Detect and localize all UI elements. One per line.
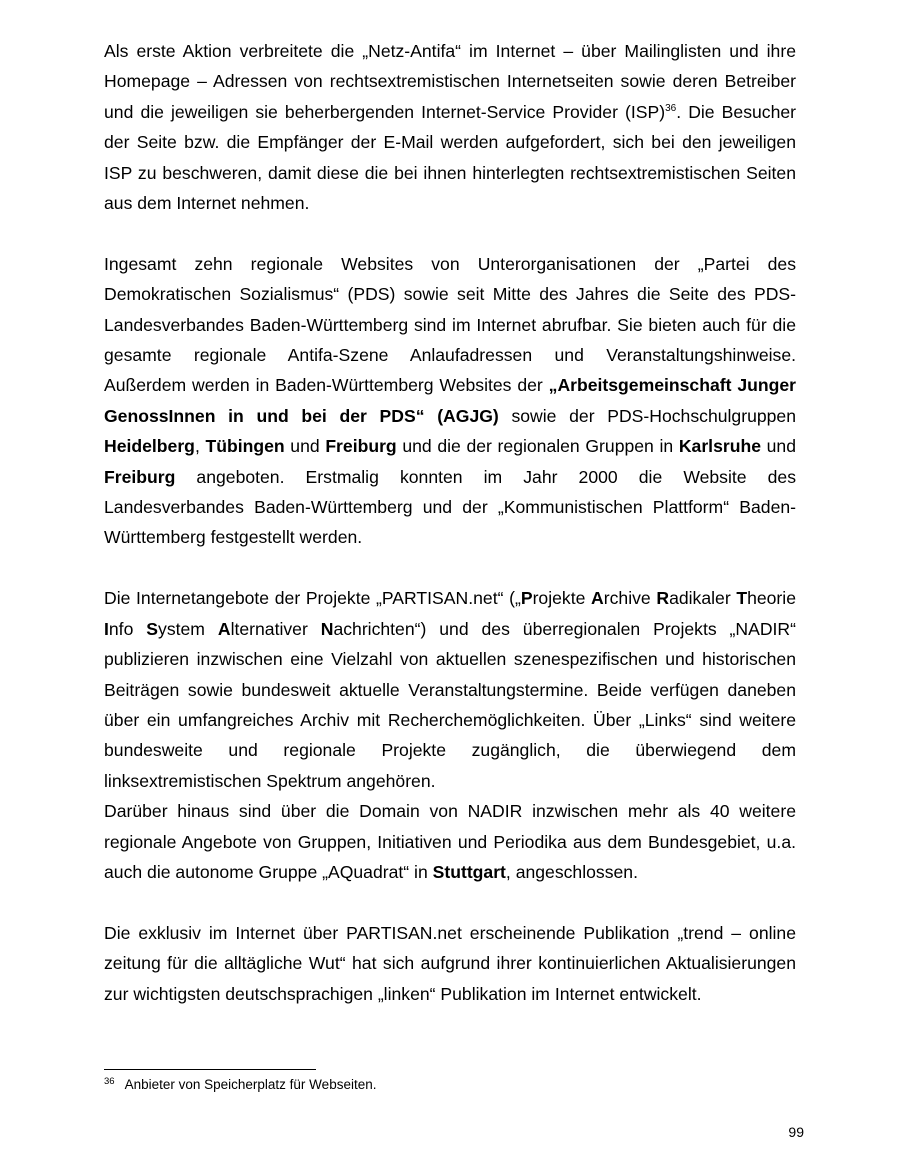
text-line <box>104 462 796 492</box>
text-run: und die der regionalen Gruppen in <box>396 436 679 457</box>
footnote <box>104 1076 796 1094</box>
text-line: ISP zu beschweren, damit diese die bei ihnen hinterlegten rechtsextremistischen Seiten <box>104 162 796 183</box>
footnote-text: Anbieter von Speicherplatz für Webseiten. <box>124 1077 377 1092</box>
text-line: zur wichtigsten deutschsprachigen „linken“ Publikation im Internet entwickelt. <box>104 983 702 1004</box>
footnote-number: 36 <box>104 1075 115 1087</box>
text-line <box>104 583 796 613</box>
text-line <box>104 401 796 431</box>
bold-term: Freiburg <box>325 436 397 457</box>
text-run: lternativer <box>230 618 321 639</box>
text-run: Die Internetangebote der Projekte „PARTISAN.net“ („ <box>104 588 521 609</box>
page-number: 99 <box>788 1124 804 1140</box>
text-line: publizieren inzwischen eine Vielzahl von aktuellen szenespezifischen und historischen <box>104 649 796 670</box>
text-line: Landesverbandes Baden-Württemberg und der „Kommunistischen Plattform“ Baden- <box>104 497 796 518</box>
bold-initial: I <box>104 618 109 639</box>
text-run: und die jeweiligen sie beherbergenden Internet-Service Provider (ISP) <box>104 101 666 122</box>
text-run: . Die Besucher <box>676 101 797 122</box>
text-run: und <box>760 436 796 457</box>
bold-initial: A <box>217 618 231 639</box>
bold-term: „Arbeitsgemeinschaft Junger <box>548 375 796 396</box>
text-line: linksextremistischen Spektrum angehören. <box>104 770 436 791</box>
bold-initial: A <box>591 588 604 609</box>
text-line: über ein umfangreiches Archiv mit Recherchemöglichkeiten. Über „Links“ sind weitere <box>104 709 796 730</box>
text-line: gesamte regionale Antifa-Szene Anlaufadressen und Veranstaltungshinweise. <box>104 345 796 366</box>
text-line: der Seite bzw. die Empfänger der E-Mail werden aufgefordert, sich bei den jeweiligen <box>104 132 796 153</box>
bold-initial: T <box>736 588 748 609</box>
paragraph-pds-websites <box>104 249 796 553</box>
bold-term: GenossInnen in und bei der PDS“ (AGJG) <box>104 405 499 426</box>
bold-initial: N <box>320 618 334 639</box>
text-run: adikaler <box>669 588 737 609</box>
text-line: Landesverbandes Baden-Württemberg sind im Internet abrufbar. Sie bieten auch für die <box>104 314 796 335</box>
text-run: , angeschlossen. <box>505 861 638 882</box>
text-run: rojekte <box>532 588 592 609</box>
text-line: Darüber hinaus sind über die Domain von NADIR inzwischen mehr als 40 weitere <box>104 801 796 822</box>
bold-term: Tübingen <box>205 436 285 457</box>
text-run: nfo <box>108 618 147 639</box>
text-line: Beiträgen sowie bundesweit aktuelle Veranstaltungstermine. Beide verfügen daneben <box>104 679 796 700</box>
text-run: , <box>194 436 206 457</box>
bold-initial: P <box>520 588 533 609</box>
text-line: Homepage – Adressen von rechtsextremistischen Internetseiten sowie deren Betreiber <box>104 71 796 92</box>
text-line <box>104 97 796 127</box>
text-run: achrichten“) und des überregionalen Projekts „NADIR“ <box>333 618 796 639</box>
page-body <box>104 36 796 1039</box>
text-line: Württemberg festgestellt werden. <box>104 527 363 548</box>
bold-initial: R <box>656 588 670 609</box>
bold-term: Karlsruhe <box>678 436 761 457</box>
text-run: und <box>284 436 326 457</box>
bold-term: Stuttgart <box>432 861 506 882</box>
text-line <box>104 431 796 461</box>
text-line: aus dem Internet nehmen. <box>104 193 310 214</box>
text-run: sowie der PDS-Hochschulgruppen <box>498 405 796 426</box>
text-line: Die exklusiv im Internet über PARTISAN.net erscheinende Publikation „trend – online <box>104 922 796 943</box>
text-line: bundesweite und regionale Projekte zugänglich, die überwiegend dem <box>104 740 796 761</box>
text-run: rchive <box>603 588 657 609</box>
text-run: heorie <box>747 588 796 609</box>
text-line <box>104 614 796 644</box>
bold-term: Heidelberg <box>104 436 195 457</box>
paragraph-partisan-nadir <box>104 583 796 796</box>
bold-term: Freiburg <box>104 466 176 487</box>
text-run: Außerdem werden in Baden-Württemberg Websites der <box>104 375 549 396</box>
paragraph-nadir-domain <box>104 796 796 887</box>
text-run: auch die autonome Gruppe „AQuadrat“ in <box>104 861 433 882</box>
paragraph-netz-antifa <box>104 36 796 218</box>
paragraph-trend-publication <box>104 918 796 1009</box>
bold-initial: S <box>146 618 159 639</box>
text-line: regionale Angebote von Gruppen, Initiativen und Periodika aus dem Bundesgebiet, u.a. <box>104 831 796 852</box>
text-line: Ingesamt zehn regionale Websites von Unterorganisationen der „Partei des <box>104 253 796 274</box>
text-line: Demokratischen Sozialismus“ (PDS) sowie seit Mitte des Jahres die Seite des PDS- <box>104 284 796 305</box>
text-line <box>104 370 796 400</box>
text-run: angeboten. Erstmalig konnten im Jahr 2000 die Website des <box>175 466 796 487</box>
text-run: ystem <box>158 618 218 639</box>
text-line: Als erste Aktion verbreitete die „Netz-Antifa“ im Internet – über Mailinglisten und ihre <box>104 41 796 61</box>
text-line <box>104 857 796 887</box>
text-line: zeitung für die alltägliche Wut“ hat sich aufgrund ihrer kontinuierlichen Aktualisierungen <box>104 953 796 974</box>
footnote-separator <box>104 1069 316 1070</box>
footnote-reference[interactable]: 36 <box>665 102 677 114</box>
